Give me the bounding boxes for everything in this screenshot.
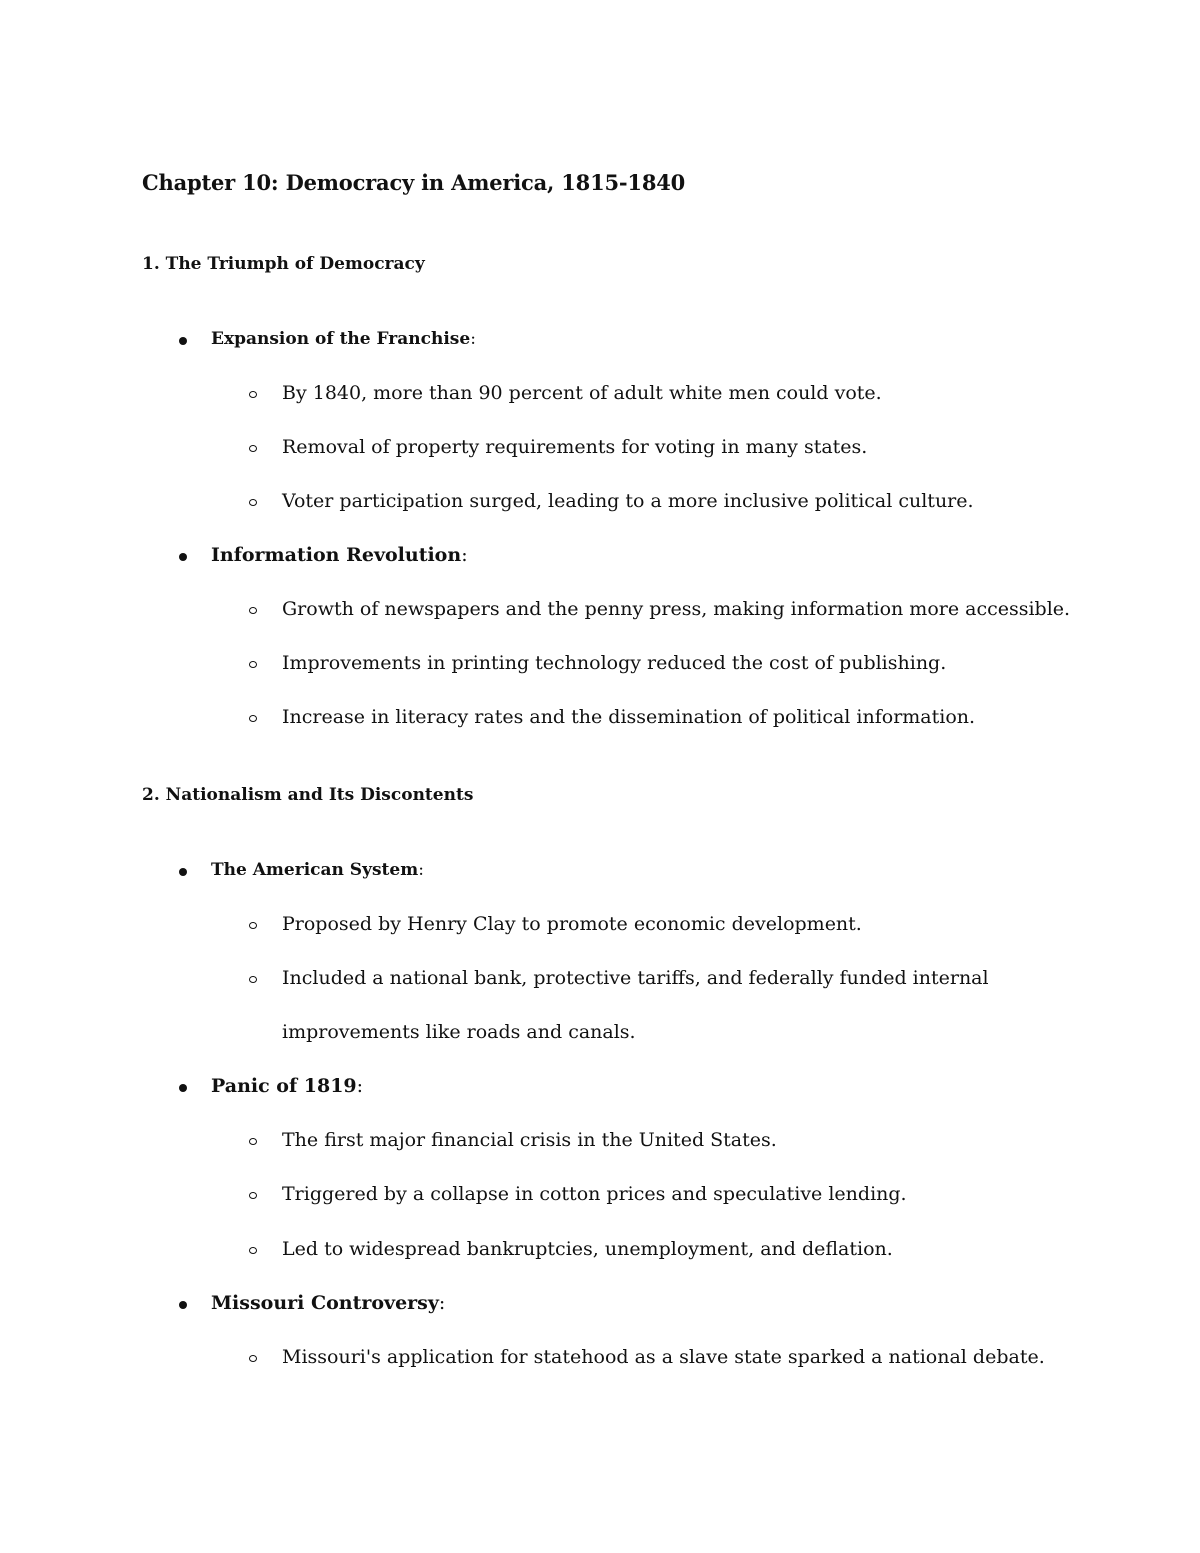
- filled-bullet-icon: [179, 553, 187, 561]
- list-item-text: Voter participation surged, leading to a more inclusive political culture.: [282, 490, 974, 512]
- hollow-bullet-icon: [249, 445, 257, 452]
- hollow-bullet-icon: [249, 1247, 257, 1254]
- hollow-bullet-icon: [249, 661, 257, 668]
- section-heading-1: 1. The Triumph of Democracy: [142, 254, 425, 274]
- list-item-text: Increase in literacy rates and the dissemination of political information.: [282, 706, 976, 728]
- hollow-bullet-icon: [249, 1192, 257, 1199]
- filled-bullet-icon: [179, 1084, 187, 1092]
- topic-suffix: :: [438, 1292, 446, 1314]
- filled-bullet-icon: [179, 868, 187, 876]
- hollow-bullet-icon: [249, 922, 257, 929]
- topic-label: The American System: [211, 860, 419, 880]
- hollow-bullet-icon: [249, 1138, 257, 1145]
- list-item-text: Removal of property requirements for voting in many states.: [282, 436, 868, 458]
- hollow-bullet-icon: [249, 1355, 257, 1362]
- topic-label: Panic of 1819: [211, 1075, 357, 1097]
- topic-label: Information Revolution: [211, 544, 462, 566]
- topic-suffix: :: [418, 860, 424, 880]
- list-item-text: Improvements in printing technology reduced the cost of publishing.: [282, 652, 947, 674]
- hollow-bullet-icon: [249, 391, 257, 398]
- filled-bullet-icon: [179, 1301, 187, 1309]
- list-item-text: improvements like roads and canals.: [282, 1021, 636, 1043]
- list-item-text: Led to widespread bankruptcies, unemployment, and deflation.: [282, 1238, 893, 1260]
- list-item-text: Growth of newspapers and the penny press, making information more accessible.: [282, 598, 1071, 620]
- list-item-text: Triggered by a collapse in cotton prices and speculative lending.: [282, 1183, 907, 1205]
- topic-suffix: :: [470, 329, 476, 349]
- page-title: Chapter 10: Democracy in America, 1815-1840: [142, 170, 686, 195]
- list-item-text: By 1840, more than 90 percent of adult white men could vote.: [282, 382, 882, 404]
- topic-suffix: :: [356, 1075, 364, 1097]
- hollow-bullet-icon: [249, 607, 257, 614]
- hollow-bullet-icon: [249, 715, 257, 722]
- topic-label: Missouri Controversy: [211, 1292, 439, 1314]
- list-item-text: The first major financial crisis in the United States.: [282, 1129, 777, 1151]
- filled-bullet-icon: [179, 337, 187, 345]
- topic-suffix: :: [461, 544, 468, 566]
- list-item-text: Proposed by Henry Clay to promote economic development.: [282, 913, 862, 935]
- hollow-bullet-icon: [249, 976, 257, 983]
- topic-label: Expansion of the Franchise: [211, 329, 471, 349]
- list-item-text: Missouri's application for statehood as a slave state sparked a national debate.: [282, 1346, 1045, 1368]
- list-item-text: Included a national bank, protective tariffs, and federally funded internal: [282, 967, 989, 989]
- section-heading-2: 2. Nationalism and Its Discontents: [142, 785, 474, 805]
- hollow-bullet-icon: [249, 499, 257, 506]
